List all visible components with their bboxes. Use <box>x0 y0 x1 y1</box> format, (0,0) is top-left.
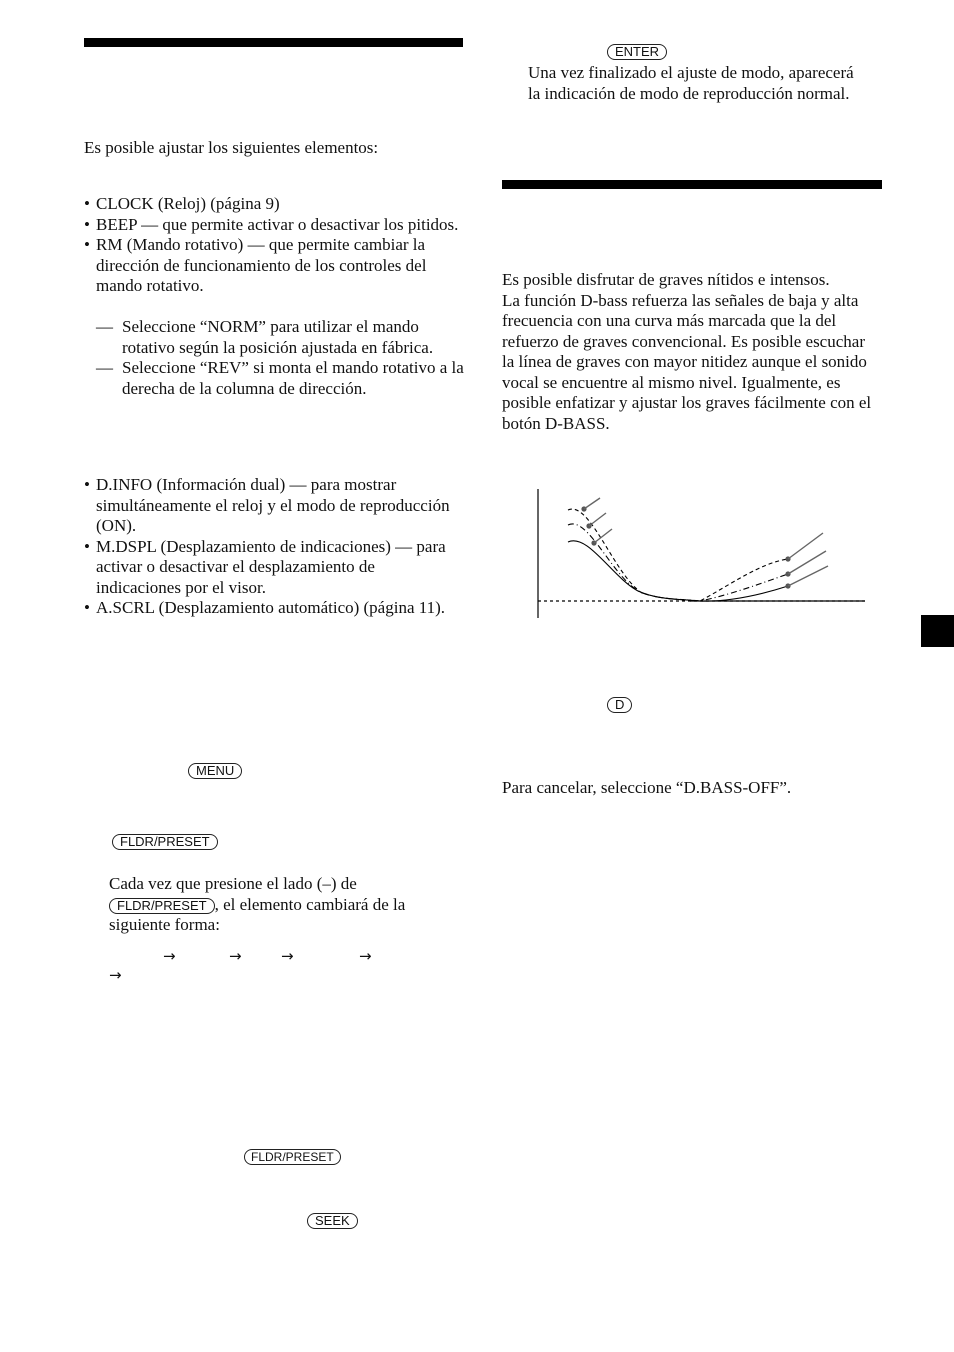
dbass-paragraph-1: Es posible disfrutar de graves nítidos e intensos. <box>502 270 830 289</box>
cycle-arrow-icon: → <box>281 947 294 965</box>
enter-note: Una vez finalizado el ajuste de modo, aparecerá la indicación de modo de reproducción normal. <box>528 63 854 103</box>
list-item-dinfo: • D.INFO (Información dual) — para mostrar simultáneamente el reloj y el modo de reproducción (ON). <box>84 475 464 537</box>
sub-item-rev: — Seleccione “REV” si monta el mando rotativo a la derecha de la columna de dirección. <box>96 358 466 399</box>
list-item-ascrl: • A.SCRL (Desplazamiento automático) (página 11). <box>84 598 464 619</box>
section-rule-left <box>84 38 463 47</box>
settings-list-a <box>84 194 464 297</box>
step-text-end: , el elemento cambiará de la siguiente forma: <box>109 894 406 934</box>
cycle-arrow-icon: → <box>359 947 372 965</box>
settings-list-b <box>84 475 464 619</box>
step-text-start: Cada vez que presione el lado (–) de <box>109 874 357 893</box>
list-item-beep: • BEEP — que permite activar o desactivar los pitidos. <box>84 215 464 236</box>
cycle-arrow-icon: → <box>229 947 242 965</box>
sub-item-norm: — Seleccione “NORM” para utilizar el mando rotativo según la posición ajustada en fábrica. <box>96 317 466 358</box>
list-item-mdspl: • M.DSPL (Desplazamiento de indicaciones) — para activar o desactivar el desplazamiento de indicaciones por el visor. <box>84 537 464 599</box>
dbass-curve-figure <box>530 485 870 625</box>
cycle-arrow-icon: → <box>109 966 122 984</box>
list-item-rm: • RM (Mando rotativo) — que permite cambiar la dirección de funcionamiento de los controles del mando rotativo. <box>84 235 464 297</box>
cancel-instruction: Para cancelar, seleccione “D.BASS-OFF”. <box>502 778 792 797</box>
fldr-preset-button-inline[interactable]: FLDR/PRESET <box>109 898 215 914</box>
dbass-description <box>502 270 876 434</box>
list-item-clock: • CLOCK (Reloj) (página 9) <box>84 194 464 215</box>
step-instruction <box>109 874 465 936</box>
section-rule-right <box>502 180 882 189</box>
dbass-paragraph-2: La función D-bass refuerza las señales de baja y alta frecuencia con una curva más marcada que la del refuerzo de graves convencional. Es posible escuchar la línea de graves con mayor nitidez aunque el sonido vocal se encuentre al mismo nivel. Igualmente, es posible enfatizar y ajustar los graves fácilmente con el botón D-BASS. <box>502 290 872 433</box>
d-button[interactable]: D <box>607 697 632 713</box>
enter-button[interactable]: ENTER <box>607 44 667 60</box>
rm-sub-options <box>96 317 466 399</box>
menu-button[interactable]: MENU <box>188 763 242 779</box>
cycle-arrow-icon: → <box>163 947 176 965</box>
fldr-preset-button[interactable]: FLDR/PRESET <box>244 1149 341 1165</box>
seek-button[interactable]: SEEK <box>307 1213 358 1229</box>
intro-text: Es posible ajustar los siguientes elementos: <box>84 138 379 157</box>
section-thumb-tab <box>921 615 954 647</box>
fldr-preset-button[interactable]: FLDR/PRESET <box>112 834 218 850</box>
